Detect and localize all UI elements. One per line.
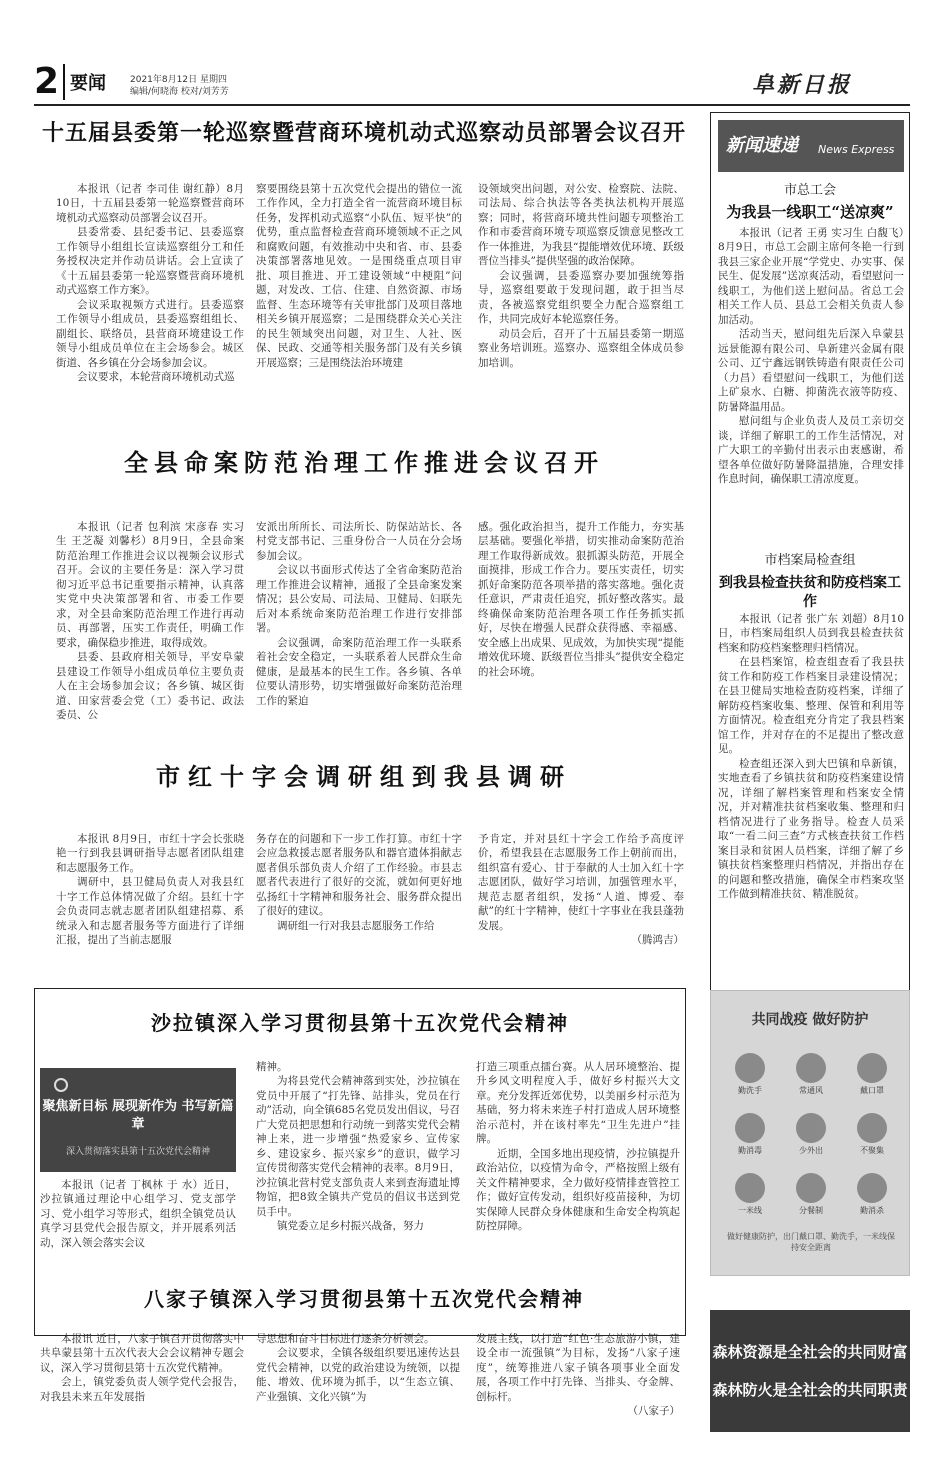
paragraph: 动员会后，召开了十五届县委第一期巡察业务培训班。巡察办、巡察组全体成员参加培训。: [478, 327, 684, 369]
stay-home-icon: 少外出: [786, 1113, 836, 1156]
forest-fire-prevention-banner: [710, 1310, 910, 1432]
editor-credits: 编辑/何晓海 校对/刘芳芳: [130, 87, 229, 97]
newspaper-masthead: 阜新日报: [752, 72, 853, 98]
article-3-col-3: [478, 832, 684, 948]
paragraph: 安派出所所长、司法所长、防保站站长、各村党支部书记、三重身份合一人员在分会场参加会议。: [256, 521, 462, 562]
byline-signature: （腾鸿吉）: [631, 934, 684, 947]
handwash-icon: 勤洗手: [725, 1053, 775, 1096]
poster-note: 做好健康防护，出门戴口罩、勤洗手，一米线保持安全距离: [727, 1232, 895, 1253]
slogan-line-1: 聚焦新目标 展现新作为 书写新篇章: [42, 1099, 234, 1132]
paragraph: 为将县党代会精神落到实处，沙拉镇在党员中开展了“打先锋、站排头，党员在行动”活动，向全镇685名党员发出倡议，号召广大党员把思想和行动统一到落实党代会精神上来，进一步增强“热爱家乡、宣传家乡、建设家乡、振兴家乡”的意识，做学习宣传贯彻落实党代会精神的表率。8月9日，沙拉镇北营村党支部负责人来到查海遗址博物馆，把8致全镇共产党员的倡议书送到党员手中。: [256, 1075, 460, 1218]
paragraph: 打造三项重点擂台赛。从人居环境整治、提升乡风文明程度入手，做好乡村振兴大文章。充分发挥近郊优势，以美丽乡村示范为基础，努力将未来连子村打造成人居环境整治示范村，并在该村率先“卫生先进户”挂牌。: [476, 1061, 680, 1146]
paragraph: 县委常委、县纪委书记、县委巡察工作领导小组组长宣读巡察组分工和任务授权决定并作动员讲话。会上宣读了《十五届县委第一轮巡察暨营商环境机动式巡察工作方案》。: [56, 226, 244, 297]
article-1-headline: 十五届县委第一轮巡察暨营商环境机动式巡察动员部署会议召开: [41, 120, 686, 146]
epidemic-prevention-poster: [710, 990, 910, 1276]
slogan-line-2: 深入贯彻落实县第十五次党代会精神: [65, 1147, 210, 1157]
paragraph: 县委、县政府相关领导，平安阜蒙县建设工作领导小组成员单位主要负责人在主会场参加会议；各乡镇、城区街道、田家营委会党（工）委书记、政法委员、公: [56, 651, 244, 722]
side-1-kicker: 市总工会: [783, 183, 836, 198]
article-2-headline: 全县命案防范治理工作推进会议召开: [124, 448, 604, 477]
paragraph: 察要围绕县第十五次党代会提出的错位一流工作作风，全力打造全省一流营商环境目标任务，发挥机动式巡察“小队伍、短平快”的优势，重点监督检查营商环境领域不正之风和腐败问题，有效推动中央和省、市、县委决策部署落地见效。一是围绕重点项目审批、项目推进、开工建设领域“中梗阻”问题，对发改、工信、住建、自然资源、市场监督、生态环境等有关审批部门及项目落地相关乡镇开展巡察；二是围绕群众关心关注的民生领域突出问题，对卫生、人社、医保、民政、交通等相关服务部门及有关乡镇开展巡察；三是围绕法治环境建: [256, 183, 462, 369]
article-5-col-2: [256, 1332, 460, 1404]
paragraph: 予肯定，并对县红十字会工作给予高度评价，希望我县在志愿服务工作上朝前而出，组织富有爱心、甘于奉献的人士加入红十字志愿团队，做好学习培训，加强管理水平，规范志愿者组织，发扬“人道、博爱、奉献”的红十字精神，使红十字事业在我县蓬勃发展。: [478, 833, 684, 932]
paragraph: 镇党委立足乡村振兴战备，努力: [277, 1220, 424, 1233]
paragraph: 调研组一行对我县志愿服务工作给: [277, 919, 435, 932]
article-5-col-3: [476, 1332, 680, 1419]
paragraph: 会议以书面形式传达了全省命案防范治理工作推进会议精神，通报了全县命案发案情况；县公安局、司法局、卫健局、妇联先后对本系统命案防范治理工作进行安排部署。: [256, 564, 462, 635]
distance-icon: 一米线: [725, 1173, 775, 1216]
paragraph: 调研中，县卫健局负责人对我县红十字工作总体情况做了介绍。县红十字会负责同志就志愿者团队组建招募、系统录入和志愿者服务等方面进行了详细汇报，提出了当前志愿服: [56, 876, 244, 947]
article-4-headline: 沙拉镇深入学习贯彻县第十五次党代会精神: [151, 1011, 569, 1035]
paragraph: 会议要求，本轮营商环境机动式巡: [77, 371, 235, 384]
article-2-col-1: [56, 520, 244, 723]
paragraph: 近期，全国多地出现疫情，沙拉镇提升政治站位，以疫情为命令，严格按照上级有关文件精神要求，全力做好疫情排查管控工作；做好宣传发动，组织好疫苗接种，为切实保障人民群众身体健康和生命安全构筑起防控屏障。: [476, 1147, 680, 1233]
paragraph: 本报讯（记者 王勇 实习生 白馥飞）8月9日，市总工会副主席何冬艳一行到我县三家企业开展“学党史、办实事、保民生、促发展”送凉爽活动，看望慰问一线职工，为他们送上慰问品。省总工会相关工作人员、县总工会相关负责人参加活动。: [718, 227, 904, 326]
article-1-col-1: [56, 182, 244, 385]
side-1-body: [718, 226, 904, 487]
article-4-col-3: [476, 1060, 680, 1234]
paragraph: 设领域突出问题，对公安、检察院、法院、司法局、综合执法等各类执法机构开展巡察；同时，将营商环境共性问题专项整治工作和市委营商环境专项巡察反馈意见整改工作一体推进，为我县“提能增效优环境、跃级晋位当排头”提供坚强的政治保障。: [478, 183, 684, 268]
party-slogan-image: [40, 1068, 236, 1172]
paragraph: 会议要求，全镇各级组织要迅速传达县党代会精神，以党的政治建设为统领，以提能、增效、优环境为抓手，以“生态立镇、产业强镇、文化兴镇”为: [256, 1347, 460, 1403]
paragraph: 本报讯 8月9日，市红十字会长张晓艳一行到我县调研指导志愿者团队组建和志愿服务工作。: [56, 833, 244, 874]
article-5-col-1: [40, 1332, 244, 1404]
article-1-col-3: [478, 182, 684, 370]
paragraph: 务存在的问题和下一步工作打算。市红十字会应急救援志愿者服务队和器官遗体捐献志愿者俱乐部负责人介绍了工作经验。市县志愿者代表进行了很好的交流，就如何更好地弘扬红十字精神和服务社会、服务群众提出了很好的建议。: [256, 833, 462, 918]
paragraph: 会上，镇党委负责人领学党代会报告，对我县未来五年发展指: [40, 1376, 244, 1403]
paragraph: 会议强调，命案防范治理工作一头联系着社会安全稳定，一头联系着人民群众生命健康，是最基本的民生工作。各乡镇、各单位要认清形势，切实增强做好命案防范治理工作的紧迫: [256, 636, 462, 707]
paragraph: 在县档案馆，检查组查看了我县扶贫工作和防疫工作档案目录建设情况；在县卫健局实地检查防疫档案，详细了解防疫档案收集、整理、保管和利用等方面情况。检查组充分肯定了我县档案馆工作，并对存在的不足提出了整改意见。: [718, 656, 904, 756]
banner-title-en: News Express: [818, 143, 895, 156]
ventilation-icon: 常通风: [786, 1053, 836, 1096]
article-2-col-2: [256, 520, 462, 708]
paragraph: 感。强化政治担当，提升工作能力，夯实基层基础。要强化举措，切实推动命案防范治理工作取得新成效。狠抓源头防范，开展全面摸排，形成工作合力。要压实责任，切实抓好命案防范各项举措的落实落地。强化责任意识，严肃责任追究，抓好整改落实。最终确保命案防范治理各项工作任务抓实抓好，尽快在增强人民群众获得感、幸福感、安全感上出成果、见成效，为加快实现“提能增效优环境、跃级晋位当排头”提供安全稳定的社会环境。: [478, 521, 684, 678]
article-4-col-1: [40, 1178, 236, 1250]
disinfect-icon: 勤消毒: [725, 1113, 775, 1156]
poster-title: 共同战疫 做好防护: [751, 1012, 869, 1028]
paragraph: 导思想和奋斗目标进行逐条分析领会。: [256, 1333, 435, 1345]
article-1-col-2: [256, 182, 462, 370]
byline-signature: （八家子）: [627, 1405, 680, 1418]
paragraph: 活动当天，慰问组先后深入阜蒙县远景能源有限公司、阜新建兴金属有限公司、辽宁鑫远钢铁铸造有限责任公司（力昌）看望慰问一线职工，为他们送上矿泉水、白糖、抑菌洗衣液等防疫、防暑降温用品。: [718, 328, 904, 413]
issue-date: 2021年8月12日 星期四: [130, 75, 227, 85]
no-gathering-icon: 不聚集: [847, 1113, 897, 1156]
paragraph: 会议采取视频方式进行。县委巡察工作领导小组成员，县委巡察组组长、副组长、联络员，县营商环境建设工作领导小组成员单位在主会场参会。城区街道、各乡镇在分会场参加会议。: [56, 298, 244, 369]
paragraph: 本报讯（记者 张广东 刘超）8月10日，市档案局组织人员到我县检查扶贫档案和防疫档案整理归档情况。: [718, 613, 904, 654]
news-express-banner: [718, 120, 904, 172]
article-4-col-2: [256, 1060, 460, 1234]
paragraph: 检查组还深入到大巴镇和阜新镇，实地查看了乡镇扶贫和防疫档案建设情况，详细了解档案管理和档案安全情况，并对精准扶贫档案收集、整理和归档情况进行了业务指导。检查人员采取“一看二问三查”方式核查扶贫工作档案目录和贫困人员档案，详细了解了乡镇扶贫档案整理归档情况，并指出存在的问题和整改措施，确保全市档案攻坚工作做到精准扶贫、精准脱贫。: [718, 757, 904, 901]
header-divider: [63, 64, 65, 100]
article-3-headline: 市红十字会调研组到我县调研: [156, 762, 572, 791]
article-3-col-1: [56, 832, 244, 948]
side-2-body: [718, 612, 904, 902]
forest-line-2: 森林防火是全社会的共同职责: [712, 1381, 908, 1399]
paragraph: 发展主线，以打造“红色·生态旅游小镇，建设全市一流强镇”为目标，发扬“八家子速度”，统筹推进八家子镇各项事业全面发展，各项工作中打先锋、当排头、夺金牌、创标杆。: [476, 1333, 680, 1403]
separate-meals-icon: 分餐制: [786, 1173, 836, 1216]
side-2-headline: 到我县检查扶贫和防疫档案工作: [719, 575, 901, 611]
page-number: 2: [34, 61, 60, 102]
paragraph: 本报讯（记者 丁枫林 于 水）近日，沙拉镇通过理论中心组学习、党支部学习、党小组学习等形式，组织全镇党员认真学习县党代会报告原文，并开展系列活动，深入领会落实会议: [40, 1179, 236, 1249]
header-rule: [34, 104, 910, 106]
paragraph: 本报讯（记者 李司佳 谢红静）8月10日，十五届县委第一轮巡察暨营商环境机动式巡察动员部署会议召开。: [56, 183, 244, 224]
article-3-col-2: [256, 832, 462, 933]
article-2-col-3: [478, 520, 684, 679]
section-name: 要闻: [70, 73, 106, 94]
paragraph: 精神。: [256, 1061, 288, 1073]
banner-title-cn: 新闻速递: [726, 135, 798, 156]
side-2-kicker: 市档案局检查组: [764, 553, 856, 568]
party-emblem-icon: [54, 1078, 68, 1092]
forest-line-1: 森林资源是全社会的共同财富: [712, 1343, 908, 1361]
article-5-headline: 八家子镇深入学习贯彻县第十五次党代会精神: [144, 1287, 584, 1311]
sanitize-icon: 勤消杀: [847, 1173, 897, 1216]
paragraph: 会议强调，县委巡察办要加强统筹指导，巡察组要敢于发现问题，敢于担当尽责，各被巡察党组织要全力配合巡察组工作，共同完成好本轮巡察任务。: [478, 269, 684, 326]
paragraph: 本报讯（记者 包利滨 宋彦春 实习生 王芝凝 刘馨杉）8月9日，全县命案防范治理工作推进会议以视频会议形式召开。会议的主要任务是：深入学习贯彻习近平总书记重要指示精神，认真落实党中央决策部署和省、市委工作要求，对全县命案防范治理工作进行再动员、再部署，压实工作责任，明确工作要求，确保稳步推进，取得成效。: [56, 521, 244, 649]
paragraph: 慰问组与企业负责人及员工亲切交谈，详细了解职工的工作生活情况，对广大职工的辛勤付出表示由衷感谢，希望各单位做好防暑降温措施，合理安排作息时间，确保职工清凉度夏。: [718, 415, 904, 486]
mask-icon: 戴口罩: [847, 1053, 897, 1096]
paragraph: 本报讯 近日，八家子镇召开贯彻落实中共阜蒙县第十五次代表大会会议精神专题会议，深入学习贯彻县第十五次党代精神。: [40, 1333, 244, 1374]
side-1-headline: 为我县一线职工“送凉爽”: [726, 203, 894, 221]
